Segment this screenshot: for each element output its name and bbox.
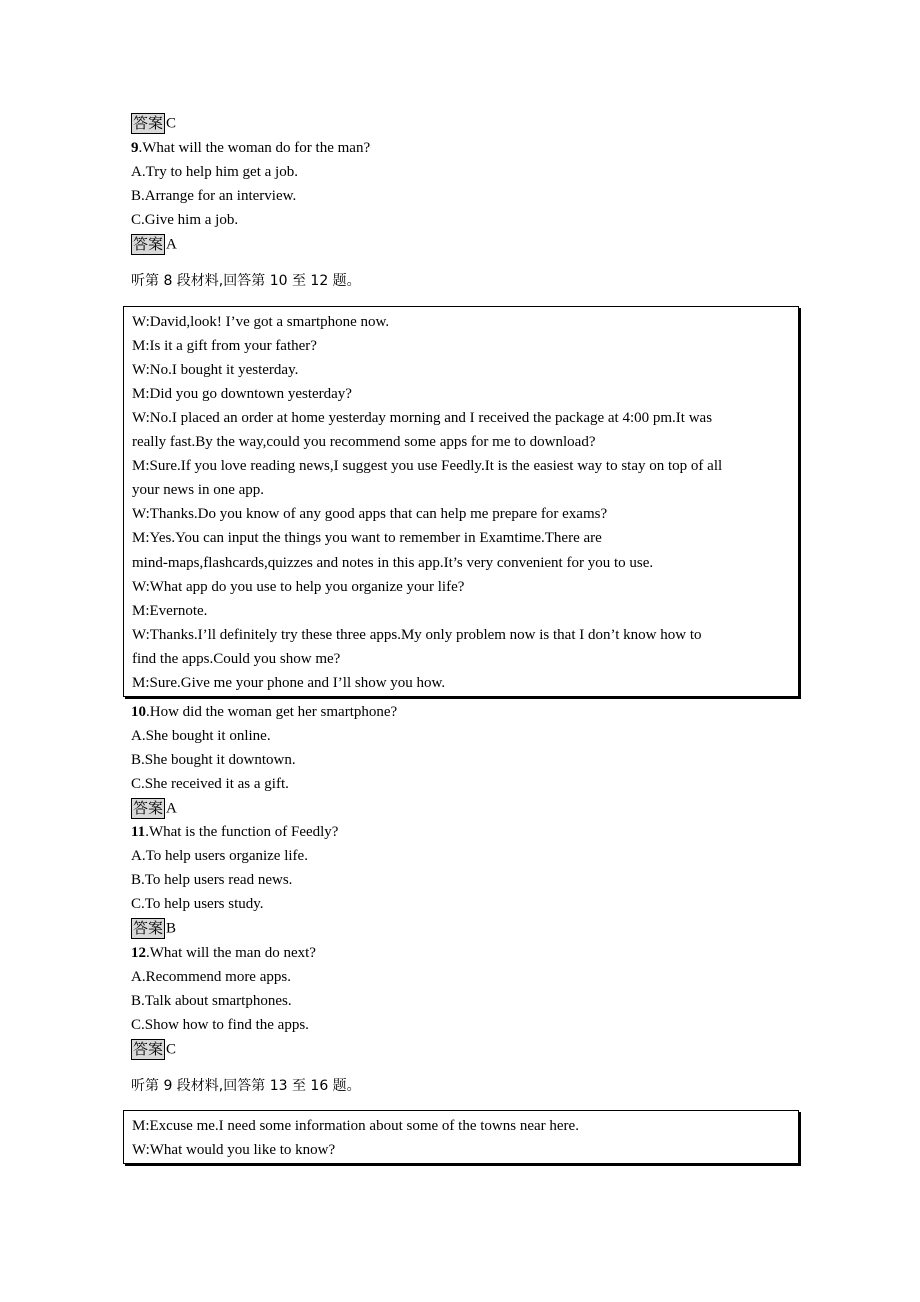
option-b: B.Talk about smartphones. <box>131 993 292 1009</box>
question-text: .What will the man do next? <box>146 945 316 961</box>
question-11 <box>131 821 338 843</box>
question-12 <box>131 942 316 964</box>
question-text: .What is the function of Feedly? <box>145 824 339 840</box>
question-number: 12 <box>131 945 146 961</box>
answer-row <box>131 917 176 939</box>
option-c: C.Give him a job. <box>131 212 239 228</box>
option-c: C.To help users study. <box>131 896 264 912</box>
transcript-line: W:No.I bought it yesterday. <box>132 362 299 378</box>
answer-value: C <box>166 115 177 132</box>
option-a: A.To help users organize life. <box>131 848 308 864</box>
transcript-line: W:What would you like to know? <box>132 1142 336 1158</box>
answer-row <box>131 797 177 819</box>
question-10 <box>131 701 397 723</box>
answer-value: A <box>166 236 177 253</box>
option-c: C.Show how to find the apps. <box>131 1017 309 1033</box>
option-a: A.Recommend more apps. <box>131 969 291 985</box>
transcript-line: find the apps.Could you show me? <box>132 651 341 667</box>
answer-label: 答案 <box>133 919 164 938</box>
transcript-line: mind-maps,flashcards,quizzes and notes in this app.It’s very convenient for you to use. <box>132 555 654 571</box>
transcript-line: W:Thanks.Do you know of any good apps that can help me prepare for exams? <box>132 506 608 522</box>
option-a: A.She bought it online. <box>131 728 271 744</box>
question-number: 9 <box>131 140 139 156</box>
transcript-line: M:Yes.You can input the things you want to remember in Examtime.There are <box>132 530 602 546</box>
answer-row <box>131 1038 176 1060</box>
answer-label: 答案 <box>133 1040 164 1059</box>
answer-value: C <box>166 1041 177 1058</box>
transcript-line: your news in one app. <box>132 482 265 498</box>
option-b: B.Arrange for an interview. <box>131 188 297 204</box>
transcript-line: W:What app do you use to help you organize your life? <box>132 579 465 595</box>
option-b: B.To help users read news. <box>131 872 293 888</box>
answer-value: B <box>166 920 177 937</box>
transcript-line: W:David,look! I’ve got a smartphone now. <box>132 314 390 330</box>
transcript-line: W:No.I placed an order at home yesterday morning and I received the package at 4:00 pm.It was <box>132 410 713 426</box>
option-c: C.She received it as a gift. <box>131 776 289 792</box>
answer-row <box>131 233 177 255</box>
section-heading: 听第 9 段材料,回答第 13 至 16 题。 <box>131 1078 361 1094</box>
question-number: 10 <box>131 704 146 720</box>
transcript-line: W:Thanks.I’ll definitely try these three apps.My only problem now is that I don’t know how to <box>132 627 702 643</box>
answer-row <box>131 112 176 134</box>
transcript-line: M:Sure.If you love reading news,I suggest you use Feedly.It is the easiest way to stay on top of all <box>132 458 723 474</box>
answer-label: 答案 <box>133 799 164 818</box>
section-heading: 听第 8 段材料,回答第 10 至 12 题。 <box>131 273 361 289</box>
transcript-line: M:Did you go downtown yesterday? <box>132 386 352 402</box>
answer-value: A <box>166 800 177 817</box>
answer-label: 答案 <box>133 114 164 133</box>
question-9 <box>131 137 370 159</box>
option-b: B.She bought it downtown. <box>131 752 296 768</box>
question-number: 11 <box>131 824 146 840</box>
transcript-box <box>123 1110 799 1164</box>
question-text: .How did the woman get her smartphone? <box>146 704 398 720</box>
answer-label: 答案 <box>133 235 164 254</box>
transcript-line: M:Sure.Give me your phone and I’ll show you how. <box>132 675 446 691</box>
transcript-line: M:Is it a gift from your father? <box>132 338 317 354</box>
question-text: .What will the woman do for the man? <box>138 140 371 156</box>
transcript-box <box>123 306 799 697</box>
transcript-line: really fast.By the way,could you recommend some apps for me to download? <box>132 434 596 450</box>
transcript-line: M:Evernote. <box>132 603 208 619</box>
option-a: A.Try to help him get a job. <box>131 164 298 180</box>
transcript-line: M:Excuse me.I need some information about some of the towns near here. <box>132 1118 579 1134</box>
